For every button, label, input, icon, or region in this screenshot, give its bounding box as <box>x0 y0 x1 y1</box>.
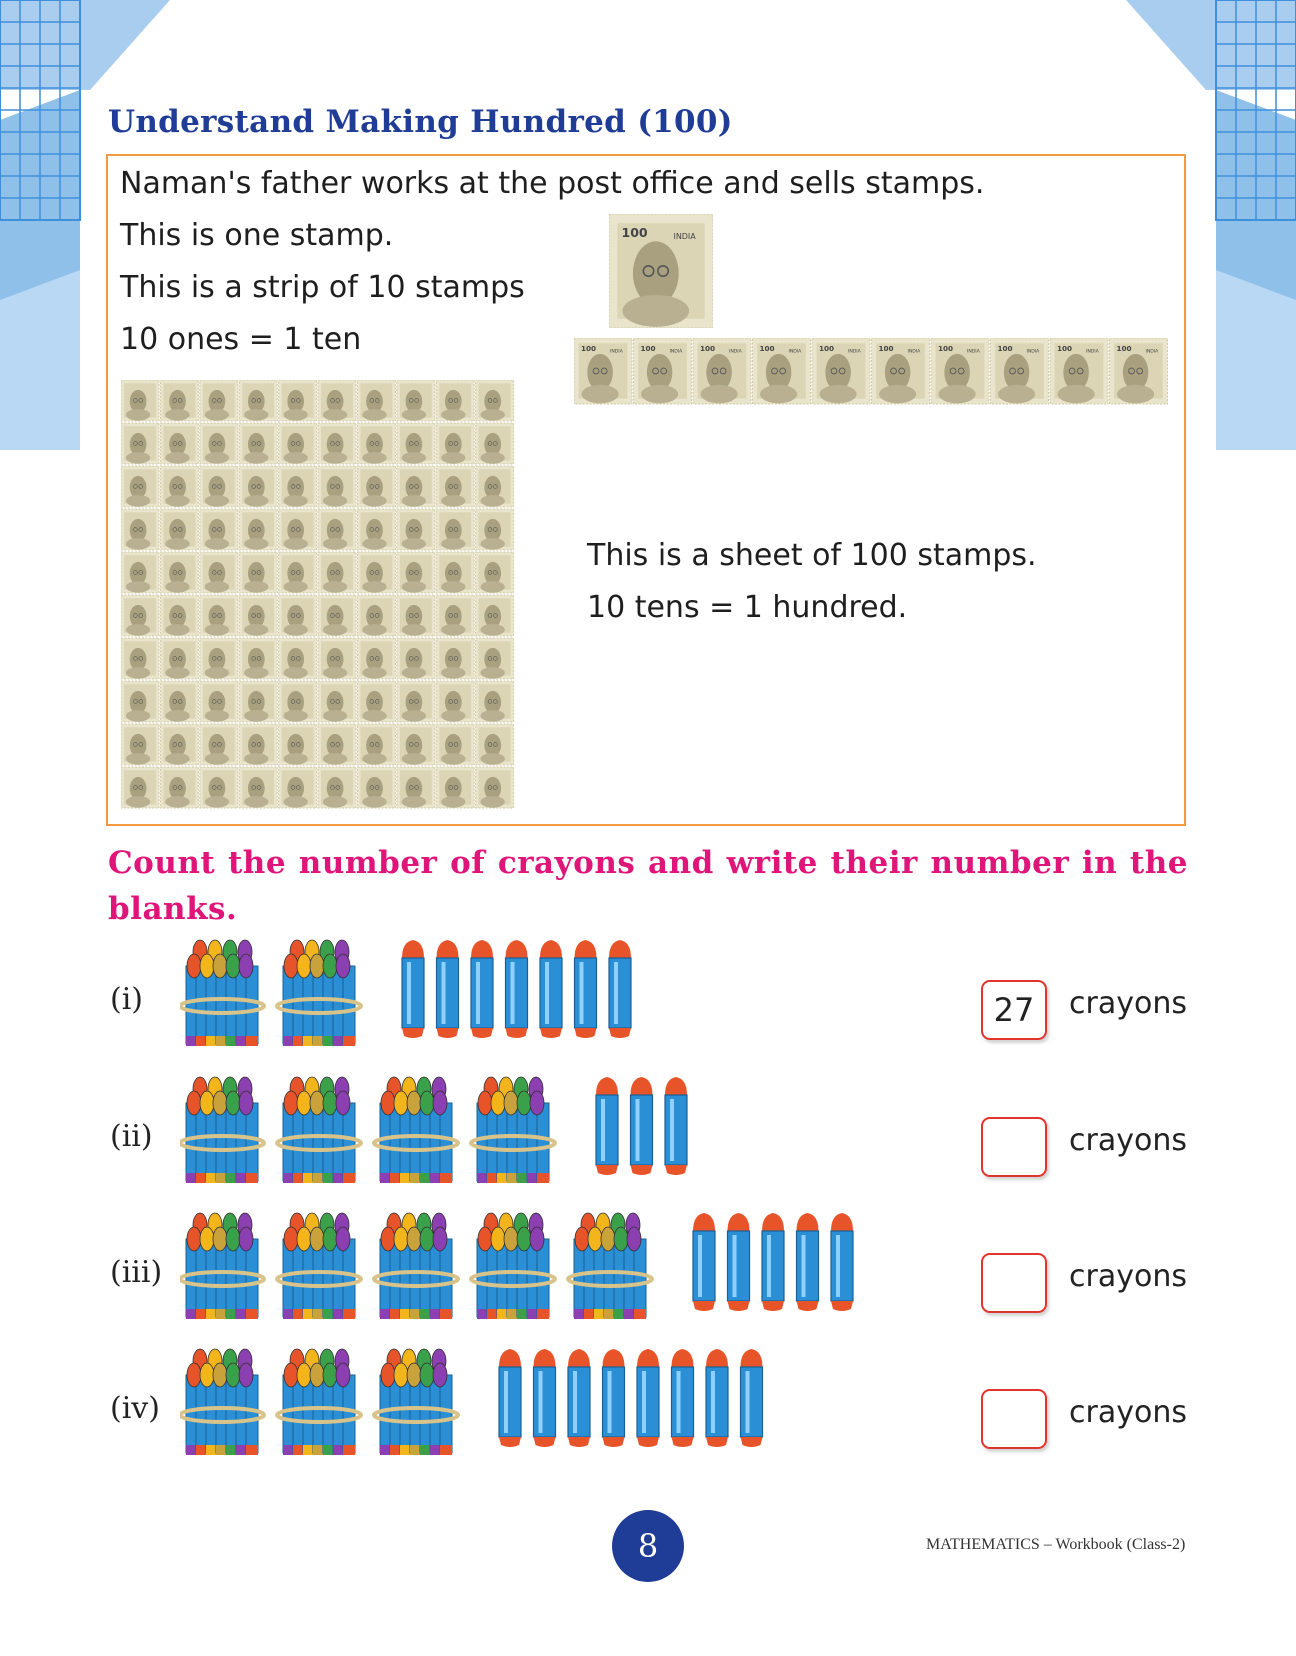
stamp <box>279 509 317 550</box>
stamp <box>753 338 811 404</box>
crayon-bundle <box>471 1077 555 1183</box>
stamp <box>160 681 198 722</box>
single-crayon <box>506 940 528 1038</box>
intro-line-1: Naman's father works at the post office and sells stamps. <box>120 166 985 201</box>
stamp <box>436 423 474 464</box>
stamp-country: INDIA <box>728 349 742 355</box>
single-crayon <box>706 1349 728 1447</box>
single-crayon <box>665 1077 687 1175</box>
stamp <box>476 724 514 765</box>
stamp-country: INDIA <box>609 349 623 355</box>
stamp <box>318 724 356 765</box>
single-crayon <box>631 1077 653 1175</box>
stamp <box>239 466 277 507</box>
stamp <box>200 509 238 550</box>
crayon-bundle <box>277 940 361 1046</box>
stamp-sheet-image <box>121 380 517 812</box>
stamp-country: INDIA <box>788 349 802 355</box>
exercise-row <box>0 1339 1296 1459</box>
exercise-row <box>0 1067 1296 1187</box>
stamp <box>357 552 395 593</box>
stamp <box>200 466 238 507</box>
stamp <box>436 552 474 593</box>
stamp <box>279 681 317 722</box>
row-label: (i) <box>110 982 144 1017</box>
answer-box[interactable] <box>981 1253 1047 1313</box>
stamp-value: 100 <box>580 344 597 354</box>
unit-label: crayons <box>1069 986 1187 1021</box>
stamp <box>160 423 198 464</box>
stamp <box>239 380 277 421</box>
stamp <box>476 423 514 464</box>
single-crayon <box>499 1349 521 1447</box>
stamp <box>357 767 395 808</box>
stamp <box>160 767 198 808</box>
stamp-value: 100 <box>878 344 894 354</box>
single-crayon <box>762 1213 784 1311</box>
stamp <box>121 466 159 507</box>
stamp-strip-image <box>574 338 1174 406</box>
stamp <box>239 552 277 593</box>
stamp <box>436 595 474 636</box>
stamp <box>200 552 238 593</box>
stamp <box>357 681 395 722</box>
stamp-value: 100 <box>937 344 954 354</box>
stamp <box>693 338 751 404</box>
stamp <box>279 767 317 808</box>
stamp <box>200 681 238 722</box>
crayon-bundle <box>180 1213 264 1319</box>
stamp <box>436 509 474 550</box>
answer-box[interactable] <box>981 1117 1047 1177</box>
question-text: Count the number of crayons and write their number in the blanks. <box>108 845 1188 927</box>
stamp <box>357 466 395 507</box>
crayon-bundle <box>374 1077 458 1183</box>
stamp <box>436 466 474 507</box>
stamp <box>634 338 692 404</box>
crayon-bundle <box>471 1213 555 1319</box>
single-stamp-image <box>609 214 713 328</box>
stamp <box>436 681 474 722</box>
row-label: (ii) <box>110 1119 153 1154</box>
answer-box[interactable]: 27 <box>981 980 1047 1040</box>
stamp <box>318 595 356 636</box>
stamp <box>397 724 435 765</box>
stamp <box>121 638 159 679</box>
stamp <box>121 681 159 722</box>
single-crayon <box>728 1213 750 1311</box>
stamp <box>121 380 159 421</box>
stamp <box>812 338 870 404</box>
single-crayon <box>568 1349 590 1447</box>
single-crayon <box>596 1077 618 1175</box>
stamp <box>200 595 238 636</box>
crayon-bundle <box>180 1349 264 1455</box>
stamp <box>318 466 356 507</box>
stamp <box>160 638 198 679</box>
unit-label: crayons <box>1069 1123 1187 1158</box>
stamp-value: 100 <box>759 344 775 354</box>
crayon-bundle <box>568 1213 652 1319</box>
stamp <box>436 767 474 808</box>
stamp <box>318 509 356 550</box>
stamp <box>357 423 395 464</box>
intro-line-3: This is a strip of 10 stamps <box>120 270 525 305</box>
stamp <box>931 338 989 404</box>
single-crayon <box>437 940 459 1038</box>
crayon-group-image <box>180 1345 900 1459</box>
stamp <box>436 638 474 679</box>
stamp <box>397 380 435 421</box>
stamp <box>1110 338 1168 404</box>
stamp <box>121 767 159 808</box>
crayon-bundle <box>180 1077 264 1183</box>
stamp-value: 100 <box>1116 344 1132 354</box>
stamp <box>476 595 514 636</box>
stamp <box>357 595 395 636</box>
stamp-value: 100 <box>1056 344 1073 354</box>
stamp <box>239 724 277 765</box>
stamp <box>318 767 356 808</box>
stamp <box>318 423 356 464</box>
stamp <box>279 638 317 679</box>
stamp <box>574 338 632 404</box>
single-crayon <box>471 940 493 1038</box>
stamp <box>239 509 277 550</box>
single-crayon <box>672 1349 694 1447</box>
stamp <box>397 638 435 679</box>
stamp-value: 100 <box>997 344 1013 354</box>
stamp <box>318 681 356 722</box>
stamp-country: INDIA <box>847 349 861 355</box>
stamp <box>397 423 435 464</box>
stamp <box>279 724 317 765</box>
answer-box[interactable] <box>981 1389 1047 1449</box>
stamp <box>397 509 435 550</box>
crayon-bundle <box>374 1349 458 1455</box>
stamp <box>397 681 435 722</box>
exercise-row <box>0 930 1296 1050</box>
crayon-group-image <box>180 1073 900 1187</box>
stamp <box>160 595 198 636</box>
stamp <box>872 338 930 404</box>
stamp <box>476 380 514 421</box>
single-crayon <box>637 1349 659 1447</box>
crayon-group-image <box>180 1209 900 1323</box>
stamp-country: INDIA <box>1145 349 1159 355</box>
stamp <box>991 338 1049 404</box>
stamp <box>357 380 395 421</box>
stamp <box>160 724 198 765</box>
stamp-country: INDIA <box>966 349 980 355</box>
stamp <box>121 724 159 765</box>
stamp <box>318 552 356 593</box>
single-crayon <box>402 940 424 1038</box>
footer-text: MATHEMATICS – Workbook (Class-2) <box>926 1536 1186 1553</box>
single-crayon <box>741 1349 763 1447</box>
stamp <box>200 724 238 765</box>
stamp <box>318 638 356 679</box>
stamp <box>279 380 317 421</box>
crayon-bundle <box>277 1077 361 1183</box>
single-crayon <box>831 1213 853 1311</box>
stamp <box>476 638 514 679</box>
stamp <box>239 638 277 679</box>
stamp <box>476 767 514 808</box>
stamp <box>160 509 198 550</box>
stamp <box>121 423 159 464</box>
crayon-bundle <box>180 940 264 1046</box>
section-heading: Understand Making Hundred (100) <box>108 104 733 140</box>
crayon-bundle <box>374 1213 458 1319</box>
stamp <box>397 466 435 507</box>
row-label: (iii) <box>110 1255 163 1290</box>
stamp <box>279 552 317 593</box>
crayon-group-image <box>180 936 900 1050</box>
stamp <box>609 214 713 328</box>
stamp-country: INDIA <box>669 349 683 355</box>
stamp <box>239 767 277 808</box>
stamp <box>239 595 277 636</box>
stamp <box>160 466 198 507</box>
stamp <box>121 595 159 636</box>
stamp <box>279 423 317 464</box>
stamp <box>239 681 277 722</box>
stamp <box>200 638 238 679</box>
stamp <box>476 552 514 593</box>
intro-line-2: This is one stamp. <box>120 218 394 253</box>
single-crayon <box>797 1213 819 1311</box>
stamp <box>200 380 238 421</box>
stamp <box>279 466 317 507</box>
page-number: 8 <box>612 1510 684 1582</box>
stamp <box>476 509 514 550</box>
stamp <box>1050 338 1108 404</box>
stamp <box>279 595 317 636</box>
stamp <box>397 552 435 593</box>
stamp <box>476 466 514 507</box>
stamp <box>239 423 277 464</box>
crayon-bundle <box>277 1349 361 1455</box>
stamp-value: 100 <box>640 344 656 354</box>
single-crayon <box>609 940 631 1038</box>
stamp <box>476 681 514 722</box>
unit-label: crayons <box>1069 1395 1187 1430</box>
single-crayon <box>575 940 597 1038</box>
row-label: (iv) <box>110 1391 160 1426</box>
crayon-bundle <box>277 1213 361 1319</box>
stamp-country: INDIA <box>673 232 696 242</box>
stamp <box>436 724 474 765</box>
sheet-line-2: 10 tens = 1 hundred. <box>587 590 908 625</box>
intro-line-4: 10 ones = 1 ten <box>120 322 362 357</box>
single-crayon <box>534 1349 556 1447</box>
sheet-line-1: This is a sheet of 100 stamps. <box>587 538 1037 573</box>
stamp <box>357 724 395 765</box>
single-crayon <box>603 1349 625 1447</box>
stamp-value: 100 <box>699 344 716 354</box>
stamp <box>357 638 395 679</box>
stamp <box>160 552 198 593</box>
stamp <box>436 380 474 421</box>
stamp-country: INDIA <box>1085 349 1099 355</box>
single-crayon <box>693 1213 715 1311</box>
stamp-value: 100 <box>621 224 648 240</box>
exercise-row <box>0 1203 1296 1323</box>
single-crayon <box>540 940 562 1038</box>
stamp-value: 100 <box>818 344 835 354</box>
stamp <box>318 380 356 421</box>
stamp <box>160 380 198 421</box>
stamp <box>200 767 238 808</box>
stamp <box>121 509 159 550</box>
stamp <box>357 509 395 550</box>
stamp <box>121 552 159 593</box>
unit-label: crayons <box>1069 1259 1187 1294</box>
stamp <box>397 595 435 636</box>
stamp-country: INDIA <box>1026 349 1040 355</box>
stamp-country: INDIA <box>907 349 921 355</box>
stamp <box>397 767 435 808</box>
stamp <box>200 423 238 464</box>
